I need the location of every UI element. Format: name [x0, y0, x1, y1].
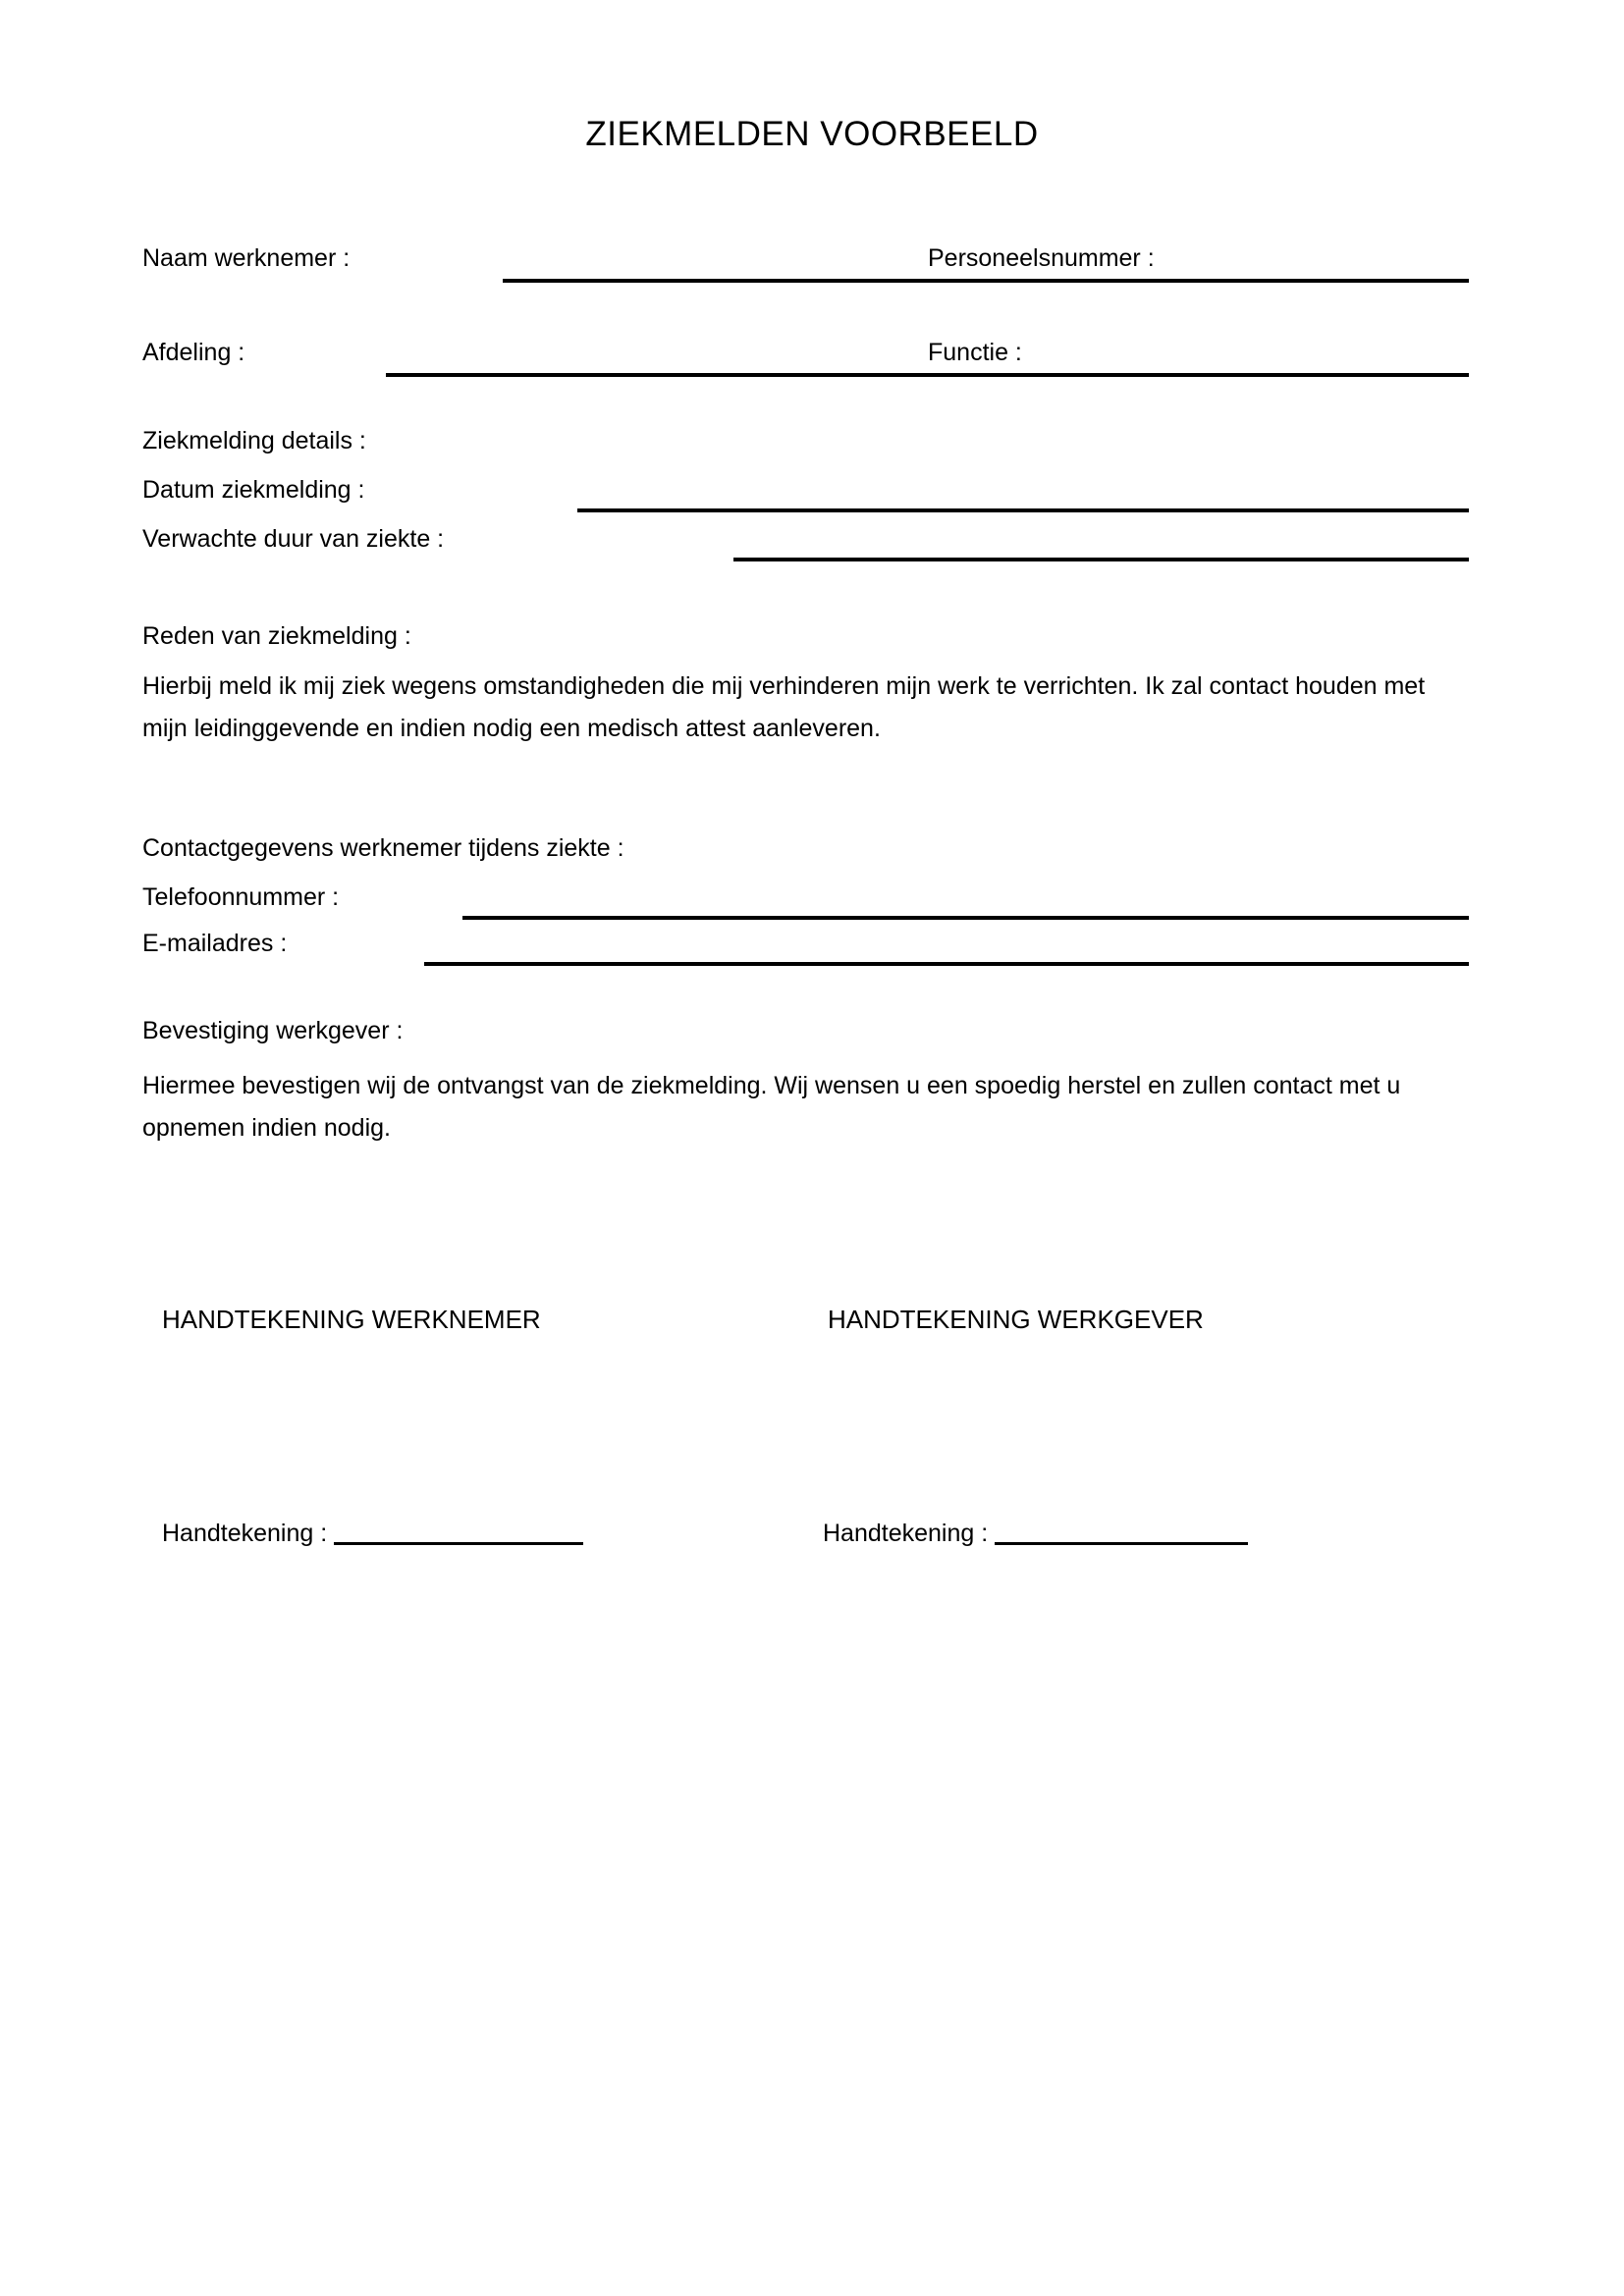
label-functie: Functie :	[928, 339, 1022, 366]
signature-heading-employee: HANDTEKENING WERKNEMER	[162, 1305, 541, 1334]
label-personeelsnummer: Personeelsnummer :	[928, 244, 1155, 272]
signature-line-employee[interactable]	[162, 1519, 583, 1548]
label-naam-werknemer: Naam werknemer :	[142, 244, 351, 272]
label-datum-ziekmelding: Datum ziekmelding :	[142, 476, 365, 504]
section-label-reden-van-ziekmelding: Reden van ziekmelding :	[142, 622, 411, 650]
label-emailadres: E-mailadres :	[142, 930, 288, 957]
label-telefoonnummer: Telefoonnummer :	[142, 883, 340, 911]
section-label-ziekmelding-details: Ziekmelding details :	[142, 427, 366, 454]
section-label-contactgegevens: Contactgegevens werknemer tijdens ziekte :	[142, 834, 624, 862]
signature-line-employer-label: Handtekening :	[823, 1520, 989, 1547]
label-verwachte-duur: Verwachte duur van ziekte :	[142, 525, 445, 553]
signature-heading-employer: HANDTEKENING WERKGEVER	[828, 1305, 1204, 1334]
field-rule-verwachte-duur[interactable]	[733, 558, 1469, 561]
signature-blank-employer[interactable]	[995, 1542, 1248, 1545]
field-rule-emailadres[interactable]	[424, 962, 1469, 966]
field-rule-datum-ziekmelding[interactable]	[577, 508, 1469, 512]
section-label-bevestiging-werkgever: Bevestiging werkgever :	[142, 1017, 404, 1044]
field-rule-telefoonnummer[interactable]	[462, 916, 1469, 920]
signature-blank-employee[interactable]	[334, 1542, 583, 1545]
label-afdeling: Afdeling :	[142, 339, 245, 366]
field-rule-naam-personeelsnummer[interactable]	[503, 279, 1469, 283]
employer-confirmation-body-text: Hiermee bevestigen wij de ontvangst van de ziekmelding. Wij wensen u een spoedig herstel en zullen contact met u opnemen indien nodig.	[142, 1072, 1401, 1142]
reason-body-text: Hierbij meld ik mij ziek wegens omstandigheden die mij verhinderen mijn werk te verrichten. Ik zal contact houden met mijn leidinggevende en indien nodig een medisch attest aanleveren.	[142, 672, 1426, 742]
signature-line-employer[interactable]	[823, 1519, 1248, 1548]
page-title: ZIEKMELDEN VOORBEELD	[585, 115, 1039, 153]
signature-line-employee-label: Handtekening :	[162, 1520, 328, 1547]
field-rule-afdeling-functie[interactable]	[386, 373, 1469, 377]
